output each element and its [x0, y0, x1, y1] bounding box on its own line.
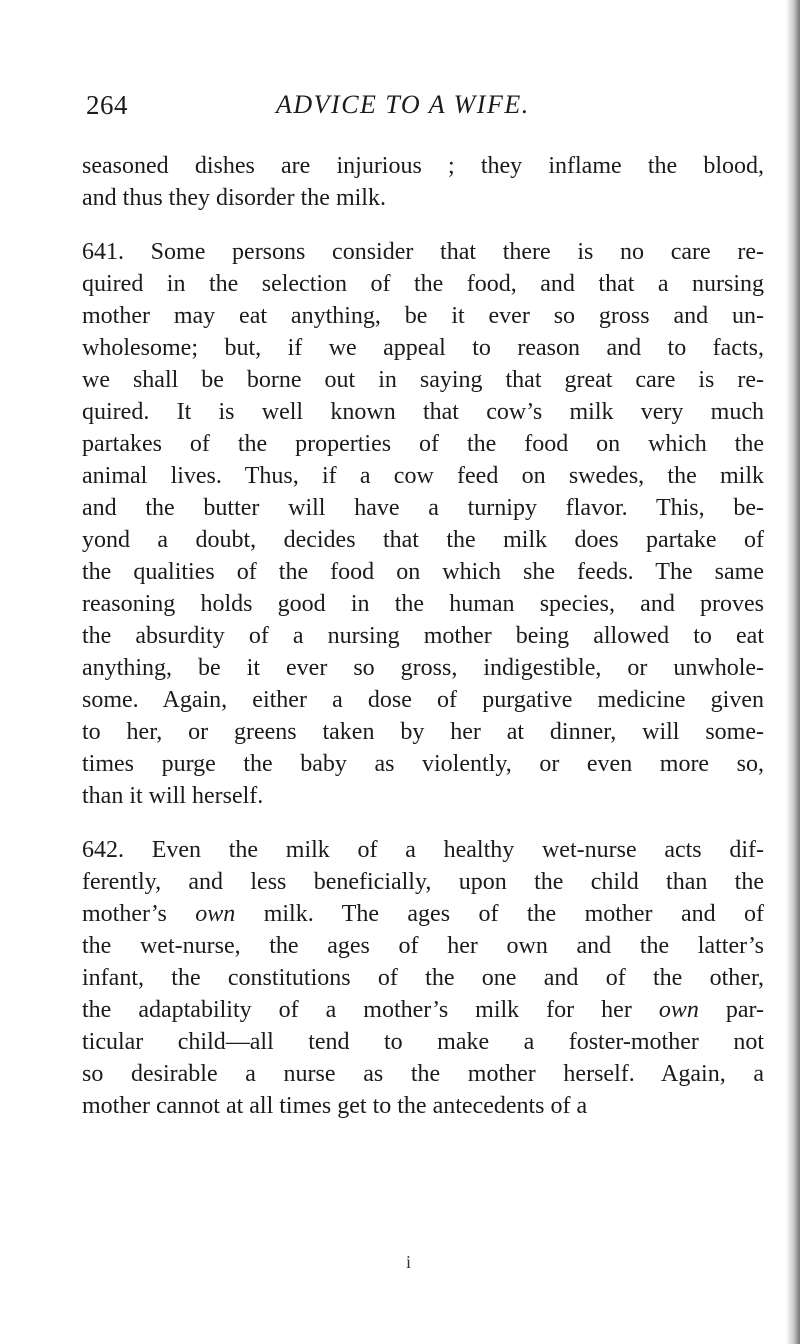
text-line: and thus they disorder the milk.	[82, 185, 386, 211]
emphasis: own	[658, 997, 699, 1023]
text-line: mother may eat anything, be it ever so gross and un-	[82, 303, 764, 329]
page-edge-shadow	[786, 0, 800, 1344]
text-line: partakes of the properties of the food on which the	[82, 431, 764, 457]
text-line: infant, the constitutions of the one and of the other,	[82, 965, 764, 991]
text-line: mother cannot at all times get to the antecedents of a	[82, 1093, 588, 1119]
text-line: the qualities of the food on which she feeds. The same	[82, 559, 764, 585]
page-number: 264	[86, 90, 128, 120]
emphasis: own	[195, 901, 236, 927]
paragraph-gap	[82, 812, 764, 834]
text-line: anything, be it ever so gross, indigestible, or unwhole-	[82, 655, 764, 681]
text-line: reasoning holds good in the human species, and proves	[82, 591, 764, 617]
text-line: mother’s own milk. The ages of the mother and of	[82, 901, 764, 927]
body-text	[82, 150, 764, 1122]
text-line: ferently, and less beneficially, upon the child than the	[82, 869, 764, 895]
paragraph-gap	[82, 214, 764, 236]
text-line: the absurdity of a nursing mother being allowed to eat	[82, 623, 764, 649]
text-line: and the butter will have a turnipy flavor. This, be-	[82, 495, 764, 521]
text-line: yond a doubt, decides that the milk does partake of	[82, 527, 764, 553]
text-line: than it will herself.	[82, 783, 264, 809]
text-line: 642. Even the milk of a healthy wet-nurse acts dif-	[82, 837, 764, 863]
footer-mark: i	[406, 1252, 412, 1272]
text-line: 641. Some persons consider that there is no care re-	[82, 239, 764, 265]
text-line: ticular child—all tend to make a foster-mother not	[82, 1029, 764, 1055]
text-line: times purge the baby as violently, or even more so,	[82, 751, 764, 777]
text-line: wholesome; but, if we appeal to reason and to facts,	[82, 335, 764, 361]
text-line: so desirable a nurse as the mother herself. Again, a	[82, 1061, 764, 1087]
text-line: animal lives. Thus, if a cow feed on swedes, the milk	[82, 463, 764, 489]
text-line: to her, or greens taken by her at dinner, will some-	[82, 719, 764, 745]
text-line: quired. It is well known that cow’s milk very much	[82, 399, 764, 425]
text-line: the adaptability of a mother’s milk for her own par-	[82, 997, 765, 1023]
text-line: quired in the selection of the food, and that a nursing	[82, 271, 764, 297]
text-line: seasoned dishes are injurious ; they inflame the blood,	[82, 153, 764, 179]
text-line: we shall be borne out in saying that great care is re-	[82, 367, 764, 393]
running-head	[86, 90, 646, 126]
text-line: the wet-nurse, the ages of her own and the latter’s	[82, 933, 764, 959]
running-title: ADVICE TO A WIFE.	[276, 90, 530, 119]
text-line: some. Again, either a dose of purgative medicine given	[82, 687, 764, 713]
